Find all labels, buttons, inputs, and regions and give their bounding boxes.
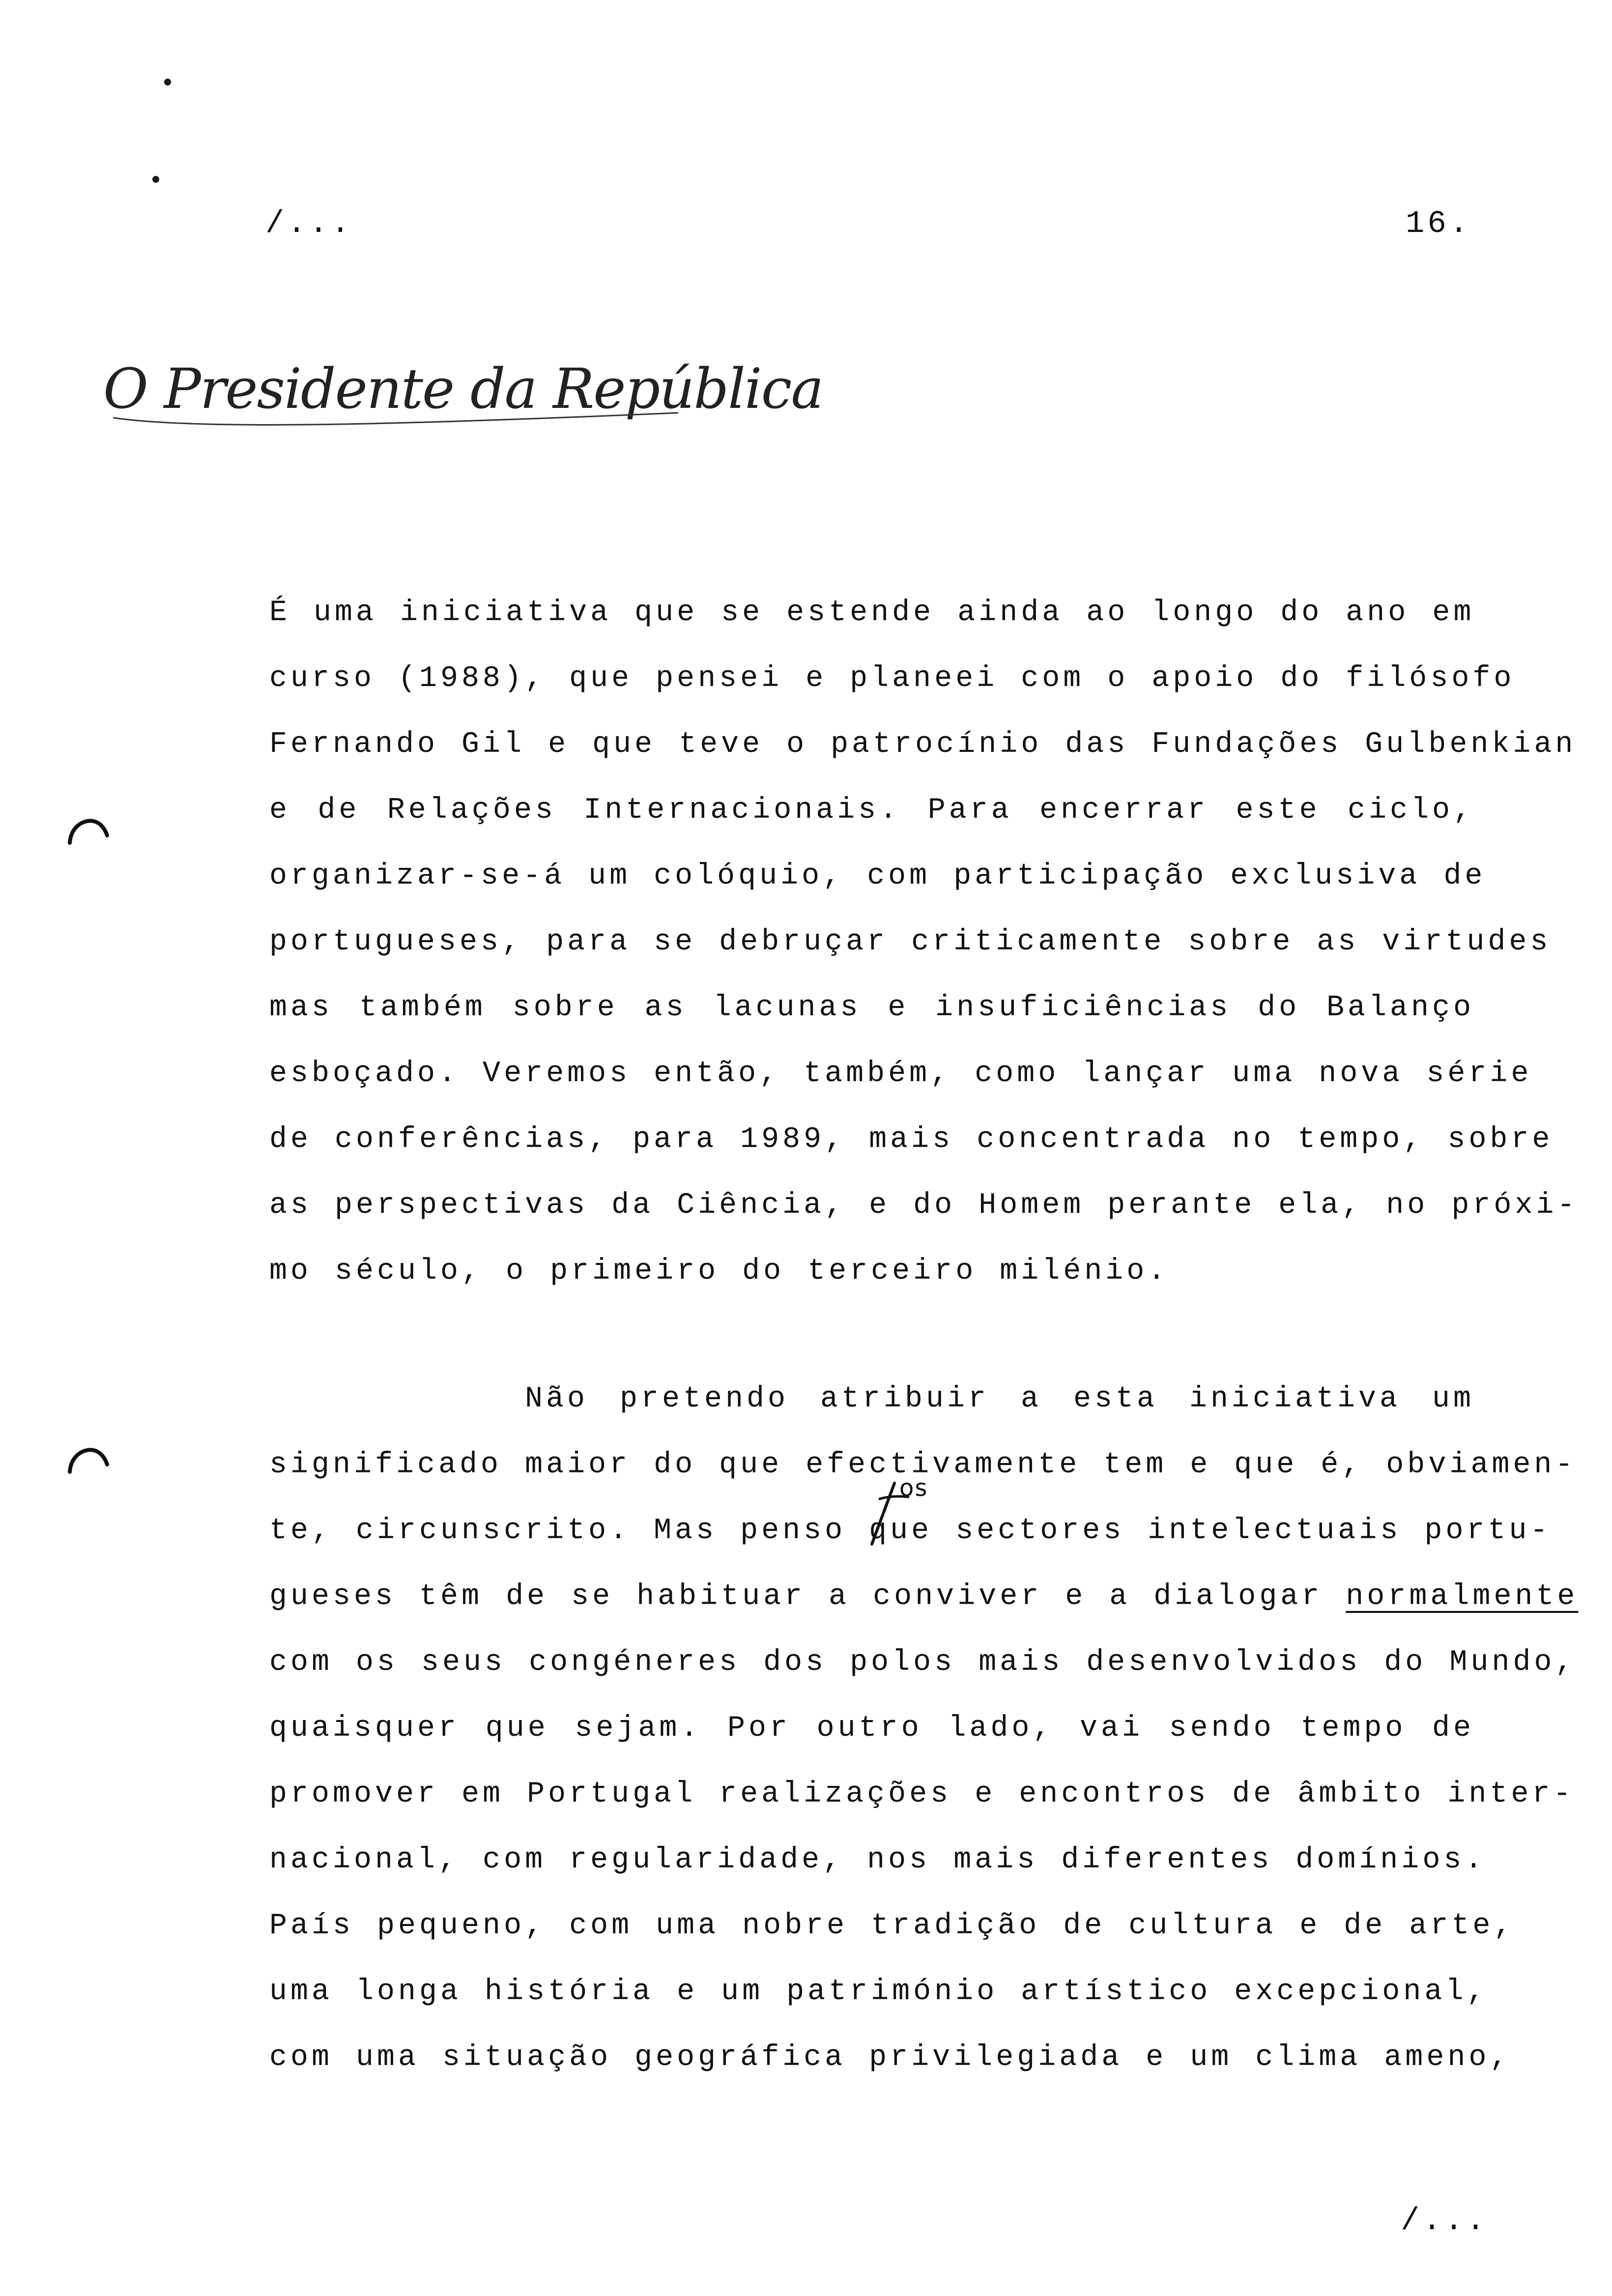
text-line: quaisquer que sejam. Por outro lado, vai sendo tempo de [269,1712,1474,1745]
text-line: portugueses, para se debruçar criticamente sobre as virtudes [269,925,1552,959]
text-line: promover em Portugal realizações e encontros de âmbito inter- [269,1778,1575,1811]
paragraph-1 [269,580,1579,1304]
scan-speck [152,176,159,183]
margin-bracket-mark [66,816,110,845]
header-continuation-mark: /... [265,206,353,242]
text-line: e de Relações Internacionais. Para encerrar este ciclo, [269,794,1474,827]
svg-text:O Presidente da República: O Presidente da República [103,357,823,421]
text-line: mas também sobre as lacunas e insuficiências do Balanço [269,991,1474,1025]
underlined-word: normalmente [1346,1580,1579,1613]
text-line: mo século, o primeiro do terceiro milénio. [269,1255,1169,1288]
text-line: significado maior do que efectivamente tem e que é, obviamen- [269,1448,1577,1482]
text-line: te, circunscrito. Mas penso que sectores intelectuais portu- [269,1514,1552,1548]
handwritten-insertion: os [899,1474,928,1502]
text-line: com os seus congéneres dos polos mais desenvolvidos do Mundo, [269,1646,1577,1679]
text-line: esboçado. Veremos então, também, como lançar uma nova série [269,1057,1532,1091]
text-line: País pequeno, com uma nobre tradição de cultura e de arte, [269,1909,1515,1943]
footer-continuation-mark: /... [1401,2204,1488,2239]
text-line: com uma situação geográfica privilegiada e um clima ameno, [269,2041,1511,2074]
scan-speck [164,79,171,86]
text-line: as perspectivas da Ciência, e do Homem perante ela, no próxi- [269,1189,1579,1222]
text-line: uma longa história e um património artístico excepcional, [269,1975,1488,2009]
text-line: Fernando Gil e que teve o patrocínio das Fundações Gulbenkian [269,728,1577,761]
line-text: gueses têm de se habituar a conviver e a dialogar [269,1580,1346,1613]
text-line: Não pretendo atribuir a esta iniciativa um [525,1382,1474,1416]
letterhead-script-title [98,344,823,442]
paragraph-2 [269,1366,1579,2091]
text-line: organizar-se-á um colóquio, com participação exclusiva de [269,860,1486,893]
page-number: 16. [1406,206,1471,242]
text-line: nacional, com regularidade, nos mais diferentes domínios. [269,1843,1486,1877]
text-line [269,1564,1579,1630]
text-line: de conferências, para 1989, mais concentrada no tempo, sobre [269,1123,1554,1156]
text-line: curso (1988), que pensei e planeei com o apoio do filósofo [269,662,1515,695]
margin-bracket-mark [66,1445,110,1474]
text-line: É uma iniciativa que se estende ainda ao longo do ano em [269,596,1475,630]
